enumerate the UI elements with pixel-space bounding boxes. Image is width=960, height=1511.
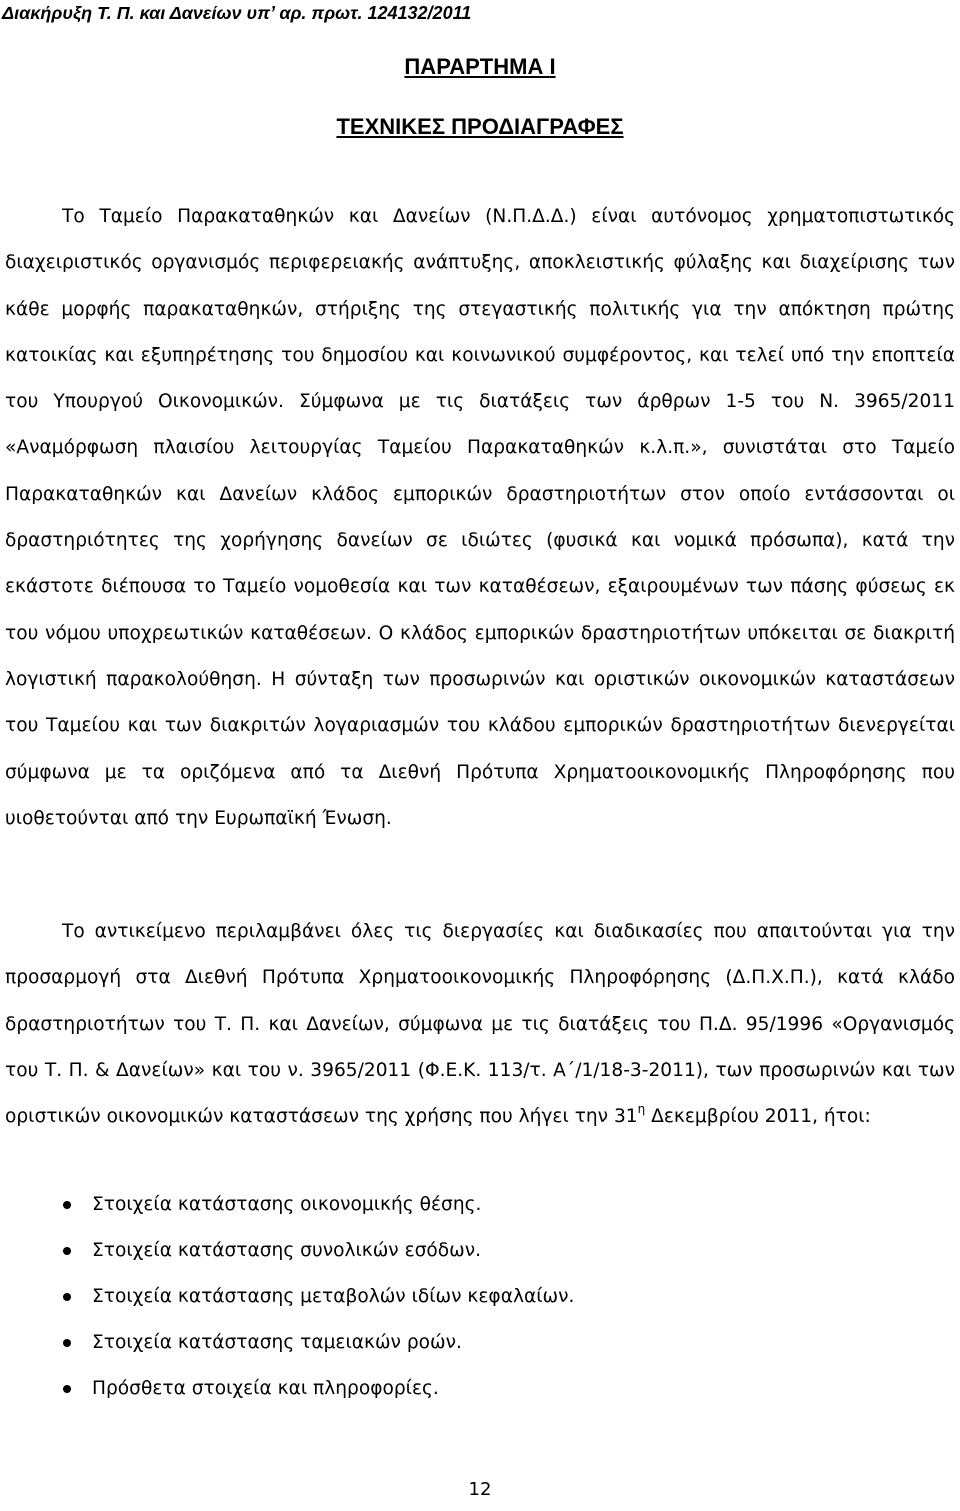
list-item-text: Πρόσθετα στοιχεία και πληροφορίες. bbox=[92, 1378, 439, 1399]
deliverables-list bbox=[0, 1182, 574, 1412]
ordinal-superscript: η bbox=[637, 1102, 646, 1117]
page-number: 12 bbox=[468, 1479, 492, 1500]
bullet-icon bbox=[63, 1385, 71, 1393]
list-item-text: Στοιχεία κατάστασης ταμειακών ροών. bbox=[92, 1332, 462, 1353]
bullet-icon bbox=[63, 1247, 71, 1255]
list-item bbox=[0, 1182, 574, 1228]
list-item-text: Στοιχεία κατάστασης οικονομικής θέσης. bbox=[92, 1194, 482, 1215]
list-item bbox=[0, 1274, 574, 1320]
technical-specifications-title: ΤΕΧΝΙΚΕΣ ΠΡΟΔΙΑΓΡΑΦΕΣ bbox=[336, 114, 624, 139]
paragraph-scope-ending: Δεκεμβρίου 2011, ήτοι: bbox=[645, 1106, 871, 1128]
paragraph-fund-description: Το Ταμείο Παρακαταθηκών και Δανείων (Ν.Π.Δ.Δ.) είναι αυτόνομος χρηματοπιστωτικός διαχειριστικός οργανισμός περιφερειακής ανάπτυξης, αποκλειστικής φύλαξης και διαχείρισης των κάθε μορφής παρακαταθηκών, στήριξης της στεγαστικής πολιτικής για την απόκτηση πρώτης κατοικίας και εξυπηρέτησης του δημοσίου και κοινωνικού συμφέροντος, και τελεί υπό την εποπτεία του Υπουργού Οικονομικών. Σύμφωνα με τις διατάξεις των άρθρων 1-5 του Ν. 3965/2011 «Αναμόρφωση πλαισίου λειτουργίας Ταμείου Παρακαταθηκών κ.λ.π.», συνιστάται στο Ταμείο Παρακαταθηκών και Δανείων κλάδος εμπορικών δραστηριοτήτων στον οποίο εντάσσονται οι δραστηριότητες της χορήγησης δανείων σε ιδιώτες (φυσικά και νομικά πρόσωπα), κατά την εκάστοτε διέπουσα το Ταμείο νομοθεσία και των καταθέσεων, εξαιρουμένων των πάσης φύσεως εκ του νόμου υποχρεωτικών καταθέσεων. Ο κλάδος εμπορικών δραστηριοτήτων υπόκειται σε διακριτή λογιστική παρακολούθηση. Η σύνταξη των προσωρινών και οριστικών οικονομικών καταστάσεων του Ταμείου και των διακριτών λογαριασμών του κλάδου εμπορικών δραστηριοτήτων διενεργείται σύμφωνα με τα οριζόμενα από τα Διεθνή Πρότυπα Χρηματοοικονομικής Πληροφόρησης που υιοθετούνται από την Ευρωπαϊκή Ένωση. bbox=[5, 206, 955, 829]
list-item-text: Στοιχεία κατάστασης συνολικών εσόδων. bbox=[92, 1240, 482, 1261]
list-item-text: Στοιχεία κατάστασης μεταβολών ιδίων κεφαλαίων. bbox=[92, 1286, 575, 1307]
paragraph-scope bbox=[5, 909, 955, 1140]
paragraph-scope-text: Το αντικείμενο περιλαμβάνει όλες τις διεργασίες και διαδικασίες που απαιτούνται για την προσαρμογή στα Διεθνή Πρότυπα Χρηματοοικονομικής Πληροφόρησης (Δ.Π.Χ.Π.), κατά κλάδο δραστηριοτήτων του Τ. Π. και Δανείων, σύμφωνα με τις διατάξεις του Π.Δ. 95/1996 «Οργανισμός του Τ. Π. & Δανείων» και του ν. 3965/2011 (Φ.Ε.Κ. 113/τ. Α΄/1/18-3-2011), των προσωρινών και των οριστικών οικονομικών καταστάσεων της χρήσης που λήγει την 31 bbox=[5, 921, 955, 1128]
list-item bbox=[0, 1228, 574, 1274]
annex-title: ΠΑΡΑΡΤΗΜΑ Ι bbox=[404, 54, 556, 79]
bullet-icon bbox=[63, 1293, 71, 1301]
list-item bbox=[0, 1366, 574, 1412]
list-item bbox=[0, 1320, 574, 1366]
bullet-icon bbox=[63, 1201, 71, 1209]
document-header: Διακήρυξη Τ. Π. και Δανείων υπ’ αρ. πρωτ. 124132/2011 bbox=[2, 3, 472, 23]
bullet-icon bbox=[63, 1339, 71, 1347]
